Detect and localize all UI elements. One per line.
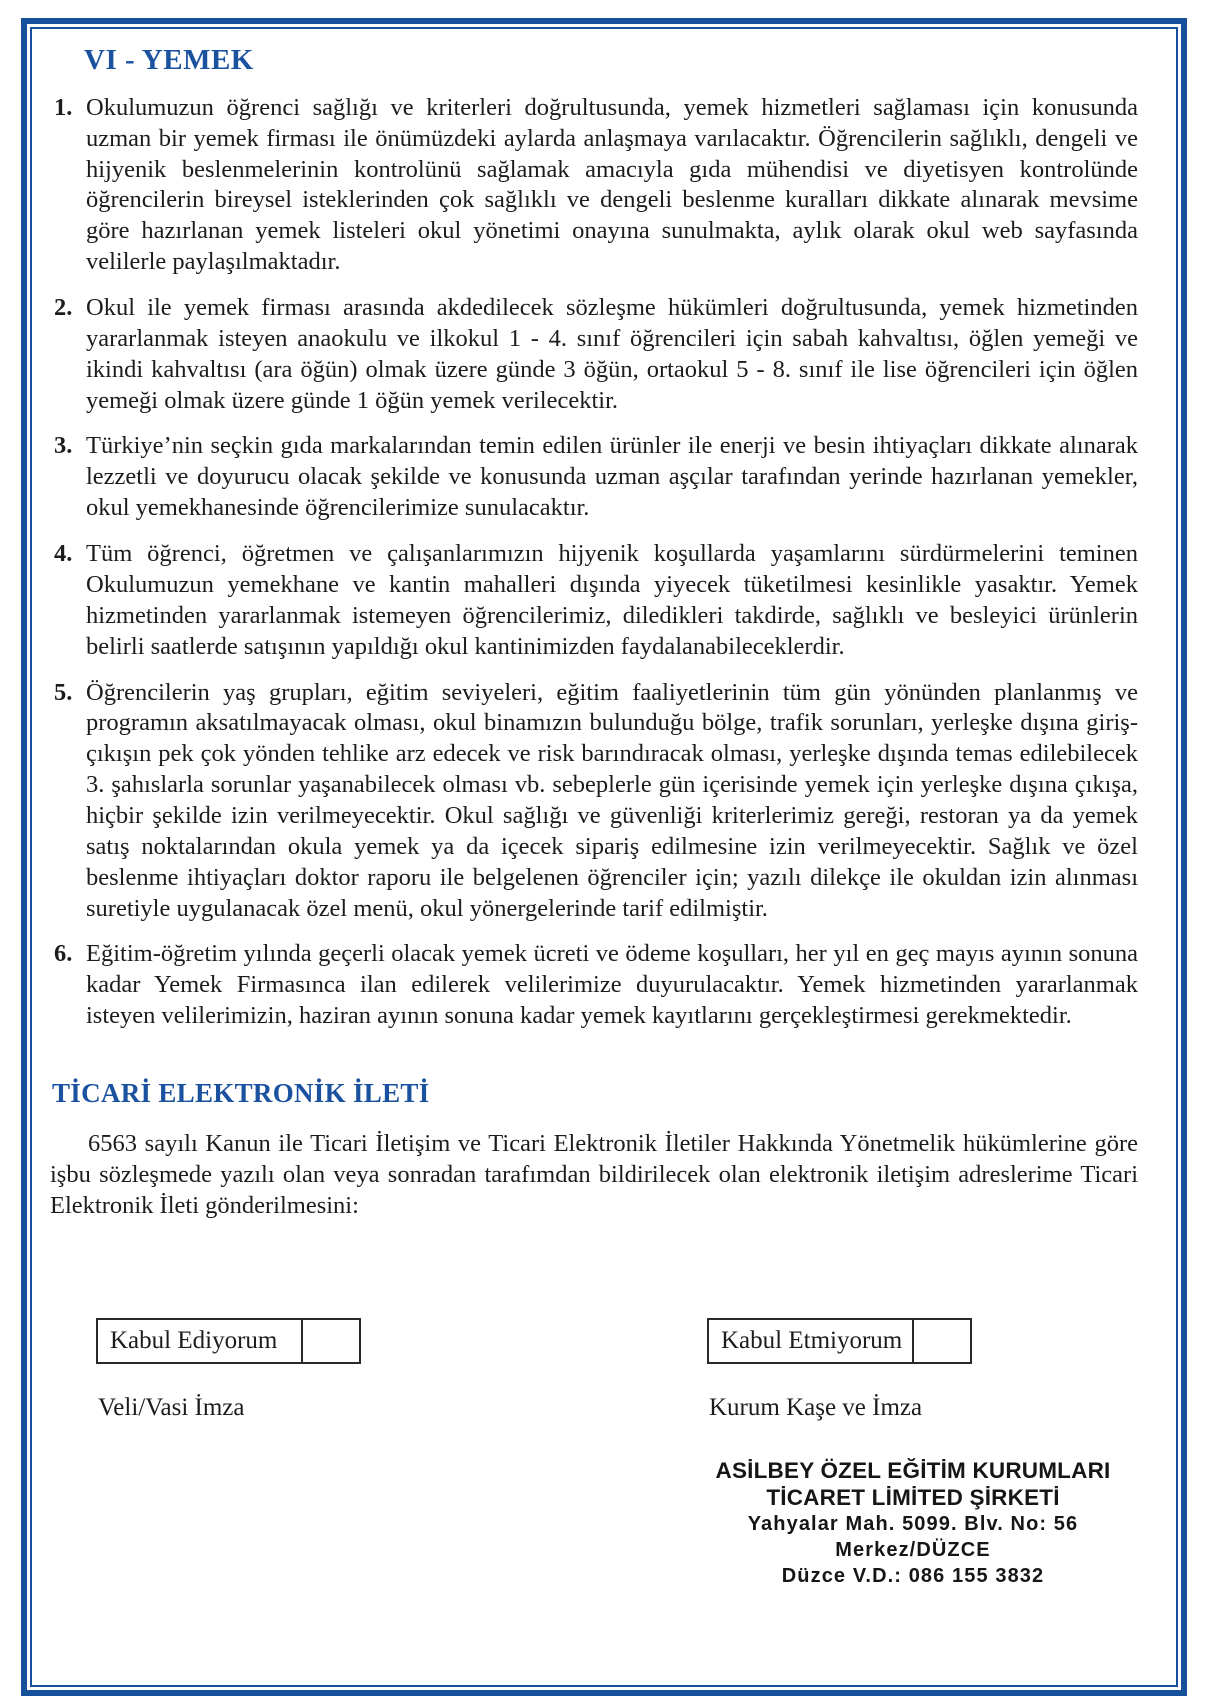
list-item-number: 4. <box>54 540 73 568</box>
reject-choice-box <box>707 1318 972 1364</box>
list-item-text: Eğitim-öğretim yılında geçerli olacak yemek ücreti ve ödeme koşulları, her yıl en geç mayıs ayının sonuna kadar Yemek Firmasınca ilan edilerek velilerimize duyurulacaktır. Yemek hizmetinden yararlanmak isteyen velilerimizin, haziran ayının sonuna kadar yemek kayıtlarını gerçekleştirmesi gerekmektedir. <box>86 940 1138 1030</box>
stamp-address-line: Yahyalar Mah. 5099. Blv. No: 56 <box>747 1512 1079 1535</box>
list-item-number: 3. <box>54 432 73 460</box>
accept-label: Kabul Ediyorum <box>110 1326 278 1354</box>
list-item-text: Tüm öğrenci, öğretmen ve çalışanlarımızın hijyenik koşullarda yaşamlarını sürdürmelerini teminen Okulumuzun yemekhane ve kantin mahalleri dışında yiyecek tüketilmesi kesinlikle yasaktır. Yemek hizmetinden yararlanmak istemeyen öğrencilerimiz, diledikleri takdirde, sağlıklı ve besleyici ürünlerin belirli saatlerde satışının yapıldığı okul kantinimizden faydalanabileceklerdir. <box>86 540 1138 660</box>
list-item-number: 6. <box>54 940 73 968</box>
list-item-number: 5. <box>54 678 73 706</box>
institution-signature-label: Kurum Kaşe ve İmza <box>709 1393 923 1421</box>
list-item-1 <box>54 93 1138 278</box>
list-item-6 <box>54 939 1138 1032</box>
page-border-outer <box>21 18 1187 1696</box>
stamp-company-name-line1: ASİLBEY ÖZEL EĞİTİM KURUMLARI <box>715 1457 1111 1483</box>
stamp-company-name-line2: TİCARET LİMİTED ŞİRKETİ <box>766 1484 1060 1510</box>
list-item-5 <box>54 678 1138 925</box>
page-border-inner <box>30 27 1178 1687</box>
list-item-text: Okulumuzun öğrenci sağlığı ve kriterleri doğrultusunda, yemek hizmetleri sağlaması için konusunda uzman bir yemek firması ile önümüzdeki aylarda anlaşmaya varılacaktır. Öğrencilerin sağlıklı, dengeli ve hijyenik beslenmelerinin kontrolünü sağlamak amacıyla gıda mühendisi ve diyetisyen kontrolünde öğrencilerin bireysel isteklerinden çok sağlıklı ve dengeli beslenme kuralları dikkate alınarak mevsime göre hazırlanan yemek listeleri okul yönetimi onayına sunulmakta, aylık olarak okul web sayfasında velilerle paylaşılmaktadır. <box>86 93 1138 276</box>
list-item-text: Türkiye’nin seçkin gıda markalarından temin edilen ürünler ile enerji ve besin ihtiyaçları dikkate alınarak lezzetli ve doyurucu olacak şekilde ve konusunda uzman aşçılar tarafından yerinde hazırlanan yemekler, okul yemekhanesinde öğrencilerimize sunulacaktır. <box>86 432 1138 522</box>
list-item-text: Öğrencilerin yaş grupları, eğitim seviyeleri, eğitim faaliyetlerinin tüm gün yönünden planlanmış ve programın aksatılmayacak olması, okul binamızın bulunduğu bölge, trafik sorunları, yerleşke dışına giriş-çıkışın pek çok yönden tehlike arz edecek ve risk barındıracak olması, yerleşke dışında temas edilebilecek 3. şahıslarla sorunlar yaşanabilecek olması vb. sebeplerle gün içerisinde yemek için yerleşke dışına çıkışa, hiçbir şekilde izin verilmeyecektir. Okul sağlığı ve güvenliği kriterlerimiz gereği, restoran ya da yemek satış noktalarından okula yemek ya da içecek sipariş edilmesine izin verilmeyecektir. Sağlık ve özel beslenme ihtiyaçları doktor raporu ile belgelenen öğrenciler için; yazılı dilekçe ile okuldan izin alınması suretiyle uygulanacak özel menü, okul yönergelerinde tarif edilmiştir. <box>86 678 1138 922</box>
tei-paragraph: 6563 sayılı Kanun ile Ticari İletişim ve Ticari Elektronik İletiler Hakkında Yönetmelik hükümlerine göre işbu sözleşmede yazılı olan veya sonradan tarafımdan bildirilecek olan elektronik iletişim adreslerime Ticari Elektronik İleti gönderilmesini: <box>50 1130 1138 1219</box>
section-title: VI - YEMEK <box>84 44 254 76</box>
acceptance-row <box>54 1318 1138 1589</box>
list-item-2 <box>54 293 1138 416</box>
acceptance-column-right <box>619 1318 1138 1589</box>
company-stamp <box>707 1457 1119 1589</box>
list-item-number: 1. <box>54 93 73 121</box>
list-item-text: Okul ile yemek firması arasında akdedilecek sözleşme hükümleri doğrultusunda, yemek hizmetinden yararlanmak isteyen anaokulu ve ilkokul 1 - 4. sınıf öğrencileri için sabah kahvaltısı, öğlen yemeği ve ikindi kahvaltısı (ara öğün) olmak üzere günde 3 öğün, ortaokul 5 - 8. sınıf ile lise öğrencileri için öğlen yemeği olmak üzere günde 1 öğün yemek verilecektir. <box>86 294 1138 414</box>
stamp-tax-line: Düzce V.D.: 086 155 3832 <box>781 1564 1045 1587</box>
guardian-signature-label: Veli/Vasi İmza <box>98 1393 245 1421</box>
accept-choice-box <box>96 1318 361 1364</box>
reject-checkbox[interactable] <box>912 1320 970 1362</box>
accept-checkbox[interactable] <box>301 1320 359 1362</box>
list-item-4 <box>54 539 1138 662</box>
tei-heading: TİCARİ ELEKTRONİK İLETİ <box>52 1077 430 1108</box>
list-item-number: 2. <box>54 294 73 322</box>
list-item-3 <box>54 431 1138 524</box>
stamp-district-line: Merkez/DÜZCE <box>835 1538 991 1561</box>
reject-label: Kabul Etmiyorum <box>721 1326 903 1354</box>
acceptance-column-left <box>54 1318 619 1589</box>
